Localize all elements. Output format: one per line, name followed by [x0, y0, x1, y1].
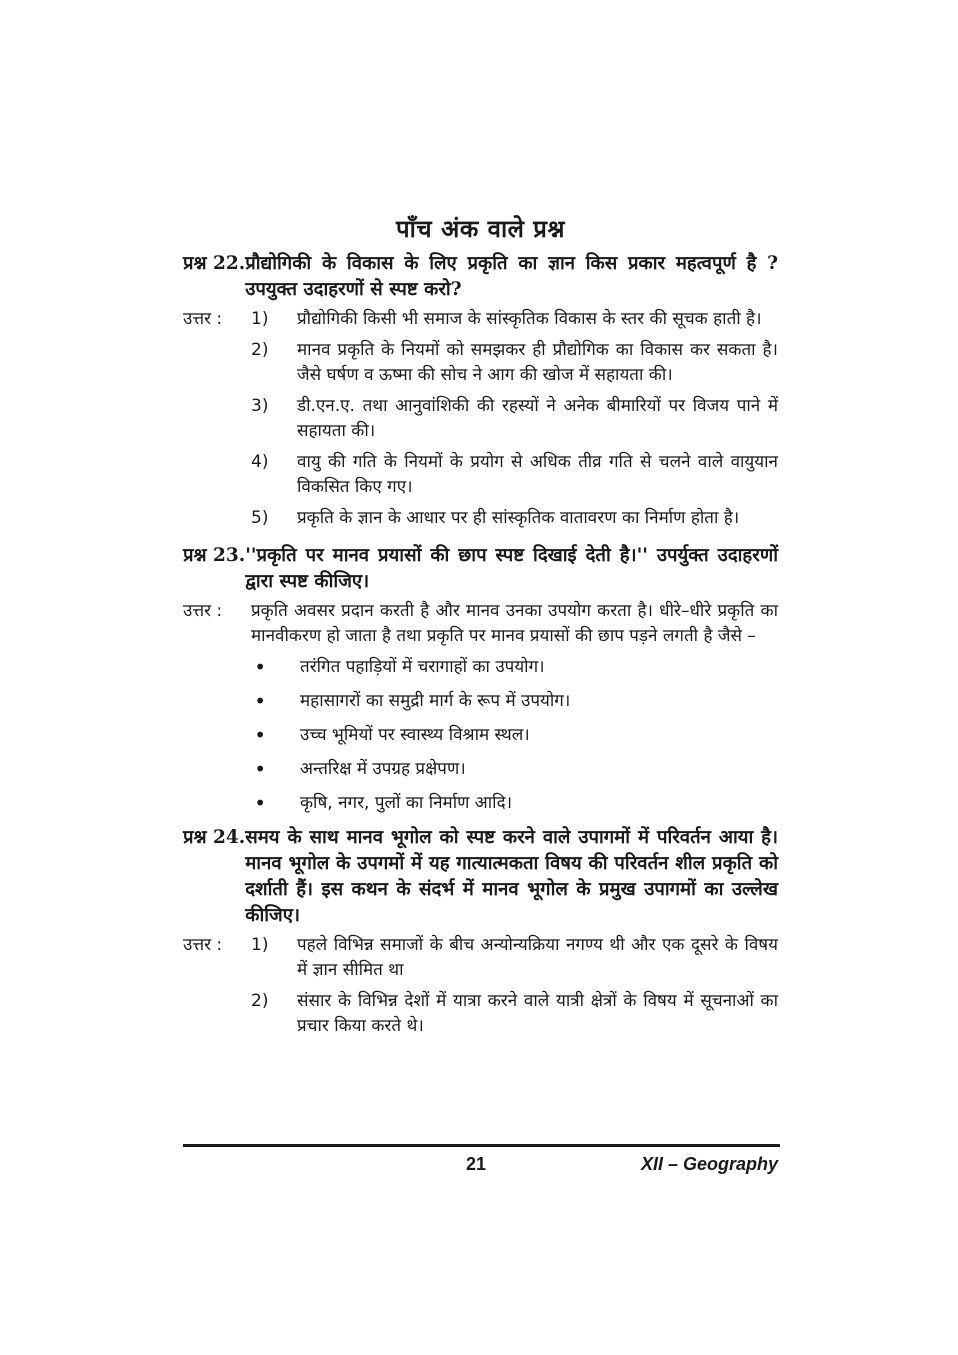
page-number: 21 — [466, 1154, 487, 1174]
item-number: 1) — [251, 935, 269, 955]
answer-body — [251, 307, 778, 537]
item-text: संसार के विभिन्न देशों में यात्रा करने वाले यात्री क्षेत्रों के विषय में सूचनाओं का प्रचार किया करते थे। — [297, 991, 778, 1036]
item-text: वायु की गति के नियमों के प्रयोग से अधिक तीव्र गति से चलने वाले वायुयान विकसित किए गए। — [297, 452, 778, 497]
bullet-list — [183, 655, 778, 816]
bullet-item — [183, 791, 778, 816]
bullet-text: उच्च भूमियों पर स्वास्थ्य विश्राम स्थल। — [300, 725, 530, 745]
item-text: पहले विभिन्न समाजों के बीच अन्योन्यक्रिया नगण्य थी और एक दूसरे के विषय में ज्ञान सीमित था — [297, 935, 778, 980]
question-text: ''प्रकृति पर मानव प्रयासों की छाप स्पष्ट दिखाई देती है।'' उपर्युक्त उदाहरणों द्वारा स्पष्ट कीजिए। — [245, 545, 778, 592]
item-text: प्रौद्योगिकी किसी भी समाज के सांस्कृतिक विकास के स्तर की सूचक हाती है। — [297, 309, 762, 329]
question-23 — [183, 543, 778, 595]
footer-divider — [183, 1144, 780, 1147]
item-text: मानव प्रकृति के नियमों को समझकर ही प्रौद्योगिक का विकास कर सकता है। जैसे घर्षण व ऊष्मा की सोच ने आग की खोज में सहायता की। — [297, 340, 778, 385]
bullet-item — [183, 757, 778, 782]
list-item — [251, 933, 778, 983]
answer-label: उत्तर : — [183, 309, 223, 329]
section-title: पाँच अंक वाले प्रश्न — [396, 214, 565, 243]
question-24 — [183, 825, 778, 929]
item-number: 3) — [251, 396, 269, 416]
question-label: प्रश्न 22. — [183, 253, 246, 274]
page-content — [183, 212, 778, 1045]
bullet-icon: • — [254, 791, 266, 815]
item-number: 5) — [251, 508, 269, 528]
question-22 — [183, 251, 778, 303]
subject-label: XII – Geography — [640, 1154, 778, 1174]
bullet-text: कृषि, नगर, पुलों का निर्माण आदि। — [300, 793, 513, 813]
bullet-item — [183, 689, 778, 714]
question-text: प्रौद्योगिकी के विकास के लिए प्रकृति का ज्ञान किस प्रकार महत्वपूर्ण है ? उपयुक्त उदाहरणों से स्पष्ट करो? — [245, 253, 778, 300]
list-item — [251, 989, 778, 1039]
item-number: 4) — [251, 452, 269, 472]
answer-24 — [183, 933, 778, 1045]
question-label: प्रश्न 23. — [183, 545, 246, 566]
answer-label: उत्तर : — [183, 935, 223, 955]
bullet-text: महासागरों का समुद्री मार्ग के रूप में उपयोग। — [300, 691, 571, 711]
bullet-icon: • — [254, 757, 266, 781]
item-text: प्रकृति के ज्ञान के आधार पर ही सांस्कृतिक वातावरण का निर्माण होता है। — [297, 508, 740, 528]
item-number: 2) — [251, 991, 269, 1011]
bullet-icon: • — [254, 655, 266, 679]
list-item — [251, 307, 778, 332]
bullet-text: अन्तरिक्ष में उपग्रह प्रक्षेपण। — [300, 759, 466, 779]
bullet-item — [183, 723, 778, 748]
bullet-item — [183, 655, 778, 680]
list-item — [251, 450, 778, 500]
answer-23 — [183, 599, 778, 649]
list-item — [251, 338, 778, 388]
bullet-text: तरंगित पहाड़ियों में चरागाहों का उपयोग। — [300, 657, 545, 677]
list-item — [251, 394, 778, 444]
answer-label: उत्तर : — [183, 601, 223, 621]
item-number: 2) — [251, 340, 269, 360]
answer-paragraph: प्रकृति अवसर प्रदान करती है और मानव उनका उपयोग करता है। धीरे–धीरे प्रकृति का मानवीकरण हो जाता है तथा प्रकृति पर मानव प्रयासों की छाप पड़ने लगती है जैसे – — [251, 601, 778, 646]
list-item — [251, 506, 778, 531]
item-text: डी.एन.ए. तथा आनुवांशिकी की रहस्यों ने अनेक बीमारियों पर विजय पाने में सहायता की। — [297, 396, 778, 441]
question-text: समय के साथ मानव भूगोल को स्पष्ट करने वाले उपागमों में परिवर्तन आया है। मानव भूगोल के उपगमों में यह गात्यात्मकता विषय की परिवर्तन शील प्रकृति को दर्शाती हैं। इस कथन के संदर्भ में मानव भूगोल के प्रमुख उपागमों का उल्लेख कीजिए। — [245, 827, 778, 926]
bullet-icon: • — [254, 689, 266, 713]
answer-body — [251, 933, 778, 1045]
answer-22 — [183, 307, 778, 537]
item-number: 1) — [251, 309, 269, 329]
question-label: प्रश्न 24. — [183, 827, 246, 848]
bullet-icon: • — [254, 723, 266, 747]
